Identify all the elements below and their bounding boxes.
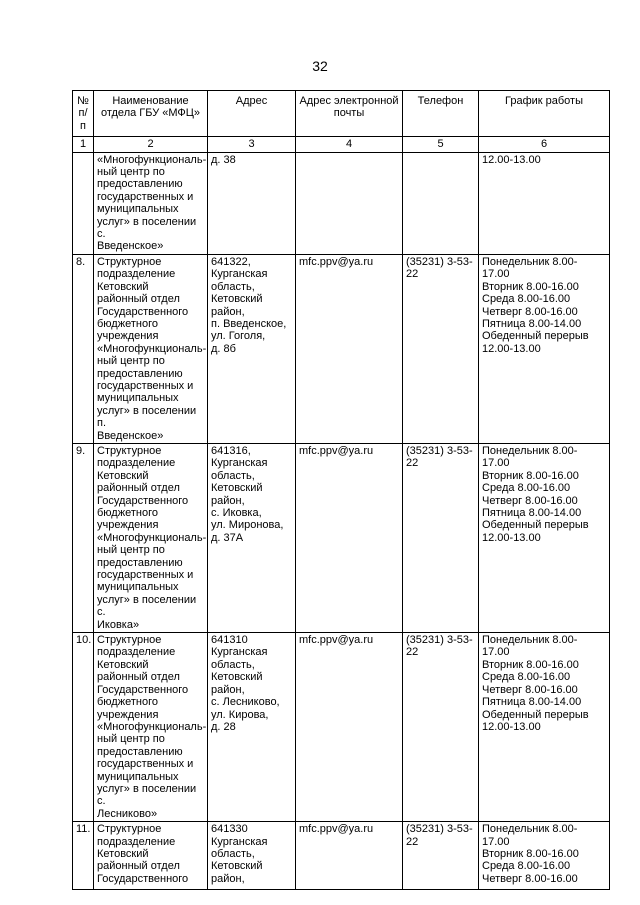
schedule-line: Понедельник 8.00- 17.00 [482, 444, 578, 470]
table-row [73, 633, 610, 822]
schedule-line: Среда 8.00-16.00 [482, 860, 571, 873]
row-num [73, 152, 94, 254]
schedule-line: Понедельник 8.00- 17.00 [482, 634, 578, 659]
column-number: 5 [403, 137, 479, 152]
schedule-line: Понедельник 8.00- 17.00 [482, 255, 578, 281]
row-name: «Многофункциональ- ный центр по предоставлению государственных и муниципальных услуг» в поселении с. Введенское» [94, 152, 208, 254]
schedule-line: Понедельник 8.00- 17.00 [482, 823, 578, 848]
schedule-line: Вторник 8.00-16.00 [482, 469, 579, 482]
column-number: 4 [296, 137, 403, 152]
header-address: Адрес [208, 91, 296, 137]
row-address: 641316, Курганская область, Кетовский район, с. Иковка, ул. Миронова, д. 37А [208, 443, 296, 632]
row-phone [403, 152, 479, 254]
column-number: 1 [73, 137, 94, 152]
column-number-row [73, 137, 610, 152]
row-schedule [479, 152, 610, 254]
row-email: mfc.ppv@ya.ru [296, 254, 403, 443]
row-address: 641322, Курганская область, Кетовский район, п. Введенское, ул. Гоголя, д. 8б [208, 254, 296, 443]
column-number: 6 [479, 137, 610, 152]
row-name: Структурное подразделение Кетовский районный отдел Государственного [94, 822, 208, 890]
row-phone: (35231) 3-53- 22 [403, 633, 479, 822]
row-address: д. 38 [208, 152, 296, 254]
schedule-line: Четверг 8.00-16.00 [482, 683, 578, 696]
schedule-line: Вторник 8.00-16.00 [482, 847, 579, 860]
schedule-line: Обеденный перерыв 12.00-13.00 [482, 708, 589, 733]
schedule-line: Обеденный перерыв 12.00-13.00 [482, 519, 589, 544]
row-address: 641330 Курганская область, Кетовский район, [208, 822, 296, 890]
schedule-line: Среда 8.00-16.00 [482, 482, 571, 495]
table-header-row [73, 91, 610, 137]
table-row [73, 152, 610, 254]
schedule-line: Пятница 8.00-14.00 [482, 696, 582, 709]
row-address: 641310 Курганская область, Кетовский район, с. Лесниково, ул. Кирова, д. 28 [208, 633, 296, 822]
row-schedule [479, 254, 610, 443]
row-num: 9. [73, 443, 94, 632]
schedule-line: Среда 8.00-16.00 [482, 293, 571, 306]
row-schedule [479, 822, 610, 890]
row-num: 8. [73, 254, 94, 443]
schedule-line: Обеденный перерыв 12.00-13.00 [482, 330, 589, 355]
schedule-line: 12.00-13.00 [482, 153, 541, 166]
column-number: 2 [94, 137, 208, 152]
schedule-line: Вторник 8.00-16.00 [482, 280, 579, 293]
row-email: mfc.ppv@ya.ru [296, 822, 403, 890]
row-email: mfc.ppv@ya.ru [296, 443, 403, 632]
row-email [296, 152, 403, 254]
table-row [73, 822, 610, 890]
row-phone: (35231) 3-53- 22 [403, 443, 479, 632]
page-number: 32 [312, 58, 328, 74]
schedule-line: Четверг 8.00-16.00 [482, 494, 578, 507]
schedule-line: Пятница 8.00-14.00 [482, 507, 582, 519]
row-phone: (35231) 3-53- 22 [403, 254, 479, 443]
row-email: mfc.ppv@ya.ru [296, 633, 403, 822]
schedule-line: Четверг 8.00-16.00 [482, 872, 578, 885]
row-num: 10. [73, 633, 94, 822]
schedule-line: Вторник 8.00-16.00 [482, 658, 579, 671]
header-schedule: График работы [479, 91, 610, 137]
row-num: 11. [73, 822, 94, 890]
schedule-line: Пятница 8.00-14.00 [482, 317, 582, 330]
header-num: № п/п [73, 91, 94, 137]
row-name: Структурное подразделение Кетовский районный отдел Государственного бюджетного учреждения «Многофункциональ- ный центр по предоставлению государственных и муниципальных услуг» в поселении с. Лесниково» [94, 633, 208, 822]
mfc-offices-table [72, 90, 610, 890]
header-email: Адрес электронной почты [296, 91, 403, 137]
schedule-line: Среда 8.00-16.00 [482, 671, 571, 684]
row-name: Структурное подразделение Кетовский районный отдел Государственного бюджетного учреждения «Многофункциональ- ный центр по предоставлению государственных и муниципальных услуг» в поселении с. Иковка» [94, 443, 208, 632]
schedule-line: Четверг 8.00-16.00 [482, 305, 578, 318]
column-number: 3 [208, 137, 296, 152]
header-phone: Телефон [403, 91, 479, 137]
row-phone: (35231) 3-53- 22 [403, 822, 479, 890]
table-row [73, 254, 610, 443]
header-name: Наименование отдела ГБУ «МФЦ» [94, 91, 208, 137]
row-name: Структурное подразделение Кетовский районный отдел Государственного бюджетного учреждения «Многофункциональ- ный центр по предоставлению государственных и муниципальных услуг» в поселении п. Введенское» [94, 254, 208, 443]
row-schedule [479, 443, 610, 632]
table-row [73, 443, 610, 632]
row-schedule [479, 633, 610, 822]
